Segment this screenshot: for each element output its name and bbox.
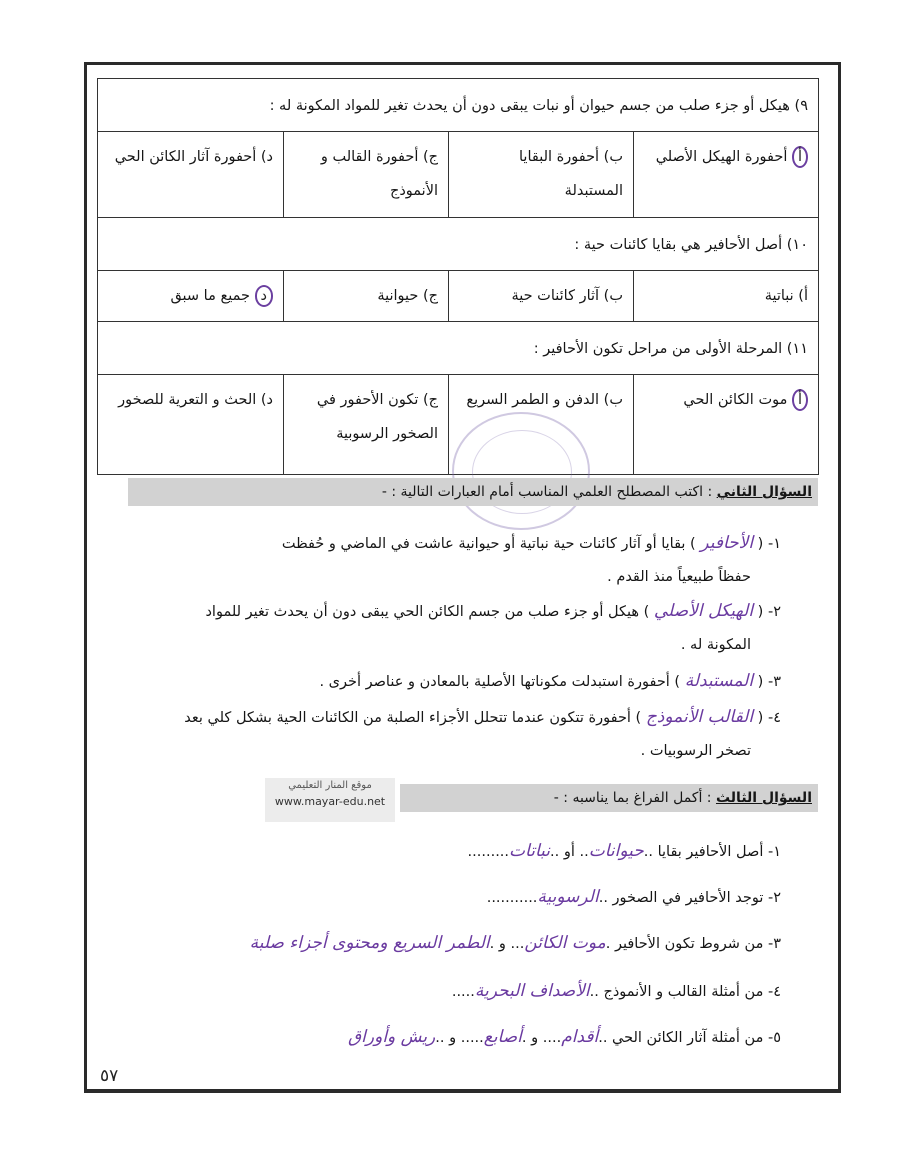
- mcq-table: [97, 78, 819, 475]
- option-9d: د) أحفورة آثار الكائن الحي: [98, 132, 284, 218]
- q2-item-1: ١- ( الأحافير ) بقايا أو آثار كائنات حية نباتية أو حيوانية عاشت في الماضي و حُفظت: [281, 533, 781, 553]
- option-10a: أ) نباتية: [634, 271, 819, 322]
- q2-item-3: ٣- ( المستبدلة ) أحفورة استبدلت مكوناتها الأصلية بالمعادن و عناصر أخرى .: [319, 671, 781, 691]
- option-11d: د) الحث و التعرية للصخور: [98, 375, 284, 475]
- q2-item-2-cont: المكونة له .: [680, 637, 751, 653]
- q2-header: السؤال الثاني : اكتب المصطلح العلمي المناسب أمام العبارات التالية : -: [128, 478, 818, 506]
- page-number: ٥٧: [100, 1066, 119, 1086]
- option-10b: ب) آثار كائنات حية: [449, 271, 634, 322]
- watermark: موقع المنار التعليمي www.mayar-edu.net: [265, 778, 395, 822]
- q2-item-2: ٢- ( الهيكل الأصلي ) هيكل أو جزء صلب من جسم الكائن الحي يبقى دون أن يحدث تغير للمواد: [205, 601, 781, 621]
- option-11a: أ موت الكائن الحي: [634, 375, 819, 475]
- option-10d: د جميع ما سبق: [98, 271, 284, 322]
- q3-item-1: ١- أصل الأحافير بقايا ..حيوانات.. أو ..نباتات.........: [467, 841, 781, 861]
- q3-item-3: ٣- من شروط تكون الأحافير .موت الكائن... و .الطمر السريع ومحتوى أجزاء صلبة: [249, 933, 781, 953]
- question-9: ٩) هيكل أو جزء صلب من جسم حيوان أو نبات يبقى دون أن يحدث تغير للمواد المكونة له :: [98, 79, 819, 132]
- option-11b: ب) الدفن و الطمر السريع: [449, 375, 634, 475]
- option-9c: ج) أحفورة القالب و الأنموذج: [284, 132, 449, 218]
- q2-item-4-cont: تصخر الرسوبيات .: [640, 743, 751, 759]
- q3-item-4: ٤- من أمثلة القالب و الأنموذج ..الأصداف البحرية.....: [451, 981, 781, 1001]
- option-11c: ج) تكون الأحفور في الصخور الرسوبية: [284, 375, 449, 475]
- q3-header: السؤال الثالث : أكمل الفراغ بما يناسبه : -: [400, 784, 818, 812]
- answer-circle: د: [255, 285, 273, 307]
- answer-circle: أ: [792, 389, 808, 411]
- answer-circle: أ: [792, 146, 808, 168]
- q2-item-4: ٤- ( القالب الأنموذج ) أحفورة تتكون عندما تتحلل الأجزاء الصلبة من الكائنات الحية بشكل كلي بعد: [184, 707, 781, 727]
- option-10c: ج) حيوانية: [284, 271, 449, 322]
- q2-item-1-cont: حفظاً طبيعياً منذ القدم .: [607, 569, 751, 585]
- question-10: ١٠) أصل الأحافير هي بقايا كائنات حية :: [98, 218, 819, 271]
- q3-item-5: ٥- من أمثلة آثار الكائن الحي ..أقدام.... و .أصابع..... و ..ريش وأوراق: [347, 1027, 781, 1047]
- question-11: ١١) المرحلة الأولى من مراحل تكون الأحافير :: [98, 322, 819, 375]
- option-9b: ب) أحفورة البقايا المستبدلة: [449, 132, 634, 218]
- option-9a: أ أحفورة الهيكل الأصلي: [634, 132, 819, 218]
- q3-item-2: ٢- توجد الأحافير في الصخور ..الرسوبية...........: [486, 887, 781, 907]
